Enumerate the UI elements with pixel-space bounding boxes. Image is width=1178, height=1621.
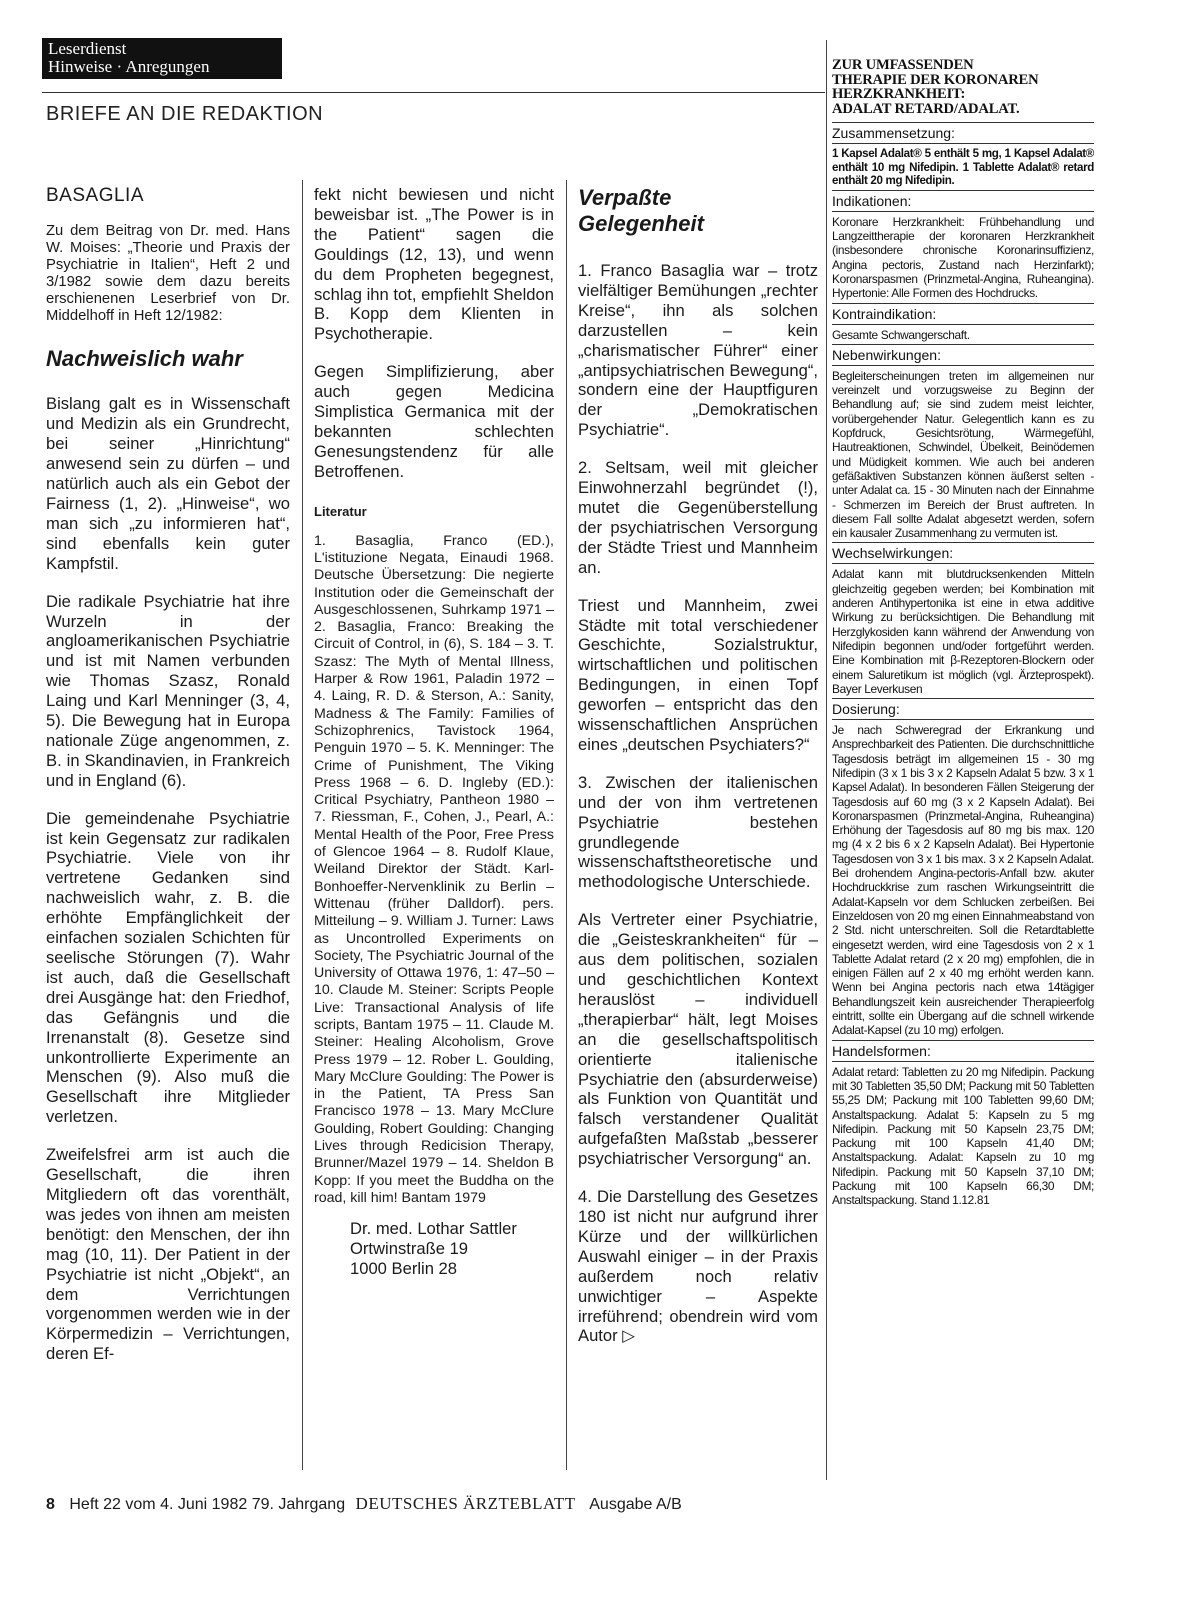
- column-divider: [302, 180, 303, 1470]
- ad-section-indications: [832, 190, 1094, 303]
- paragraph: 2. Seltsam, weil mit gleicher Einwohnerzahl begründet (!), mutet die Gegenüberstellung der psychiatrischen Versorgung der Städte Triest und Mannheim an.: [578, 458, 818, 577]
- headline-line: Verpaßte: [578, 185, 672, 210]
- letter-headline: Nachweislich wahr: [46, 346, 243, 372]
- ad-section-dosage: [832, 698, 1094, 1040]
- ad-section-heading: Indikationen:: [832, 191, 1094, 212]
- ad-section-text: Adalat retard: Tabletten zu 20 mg Nifedipin. Packung mit 30 Tabletten 35,50 DM; Packung mit 50 Tabletten 55,25 DM; Packung mit 100 Tabletten 99,60 DM; Anstaltspackung. Adalat 5: Kapseln zu 5 mg Nifedipin. Packung mit 50 Kapseln 23,75 DM; Packung mit 100 Kapseln 41,40 DM; Anstaltspackung. Adalat: Kapseln zu 10 mg Nifedipin. Packung mit 50 Kapseln 37,10 DM; Packung mit 100 Kapseln 66,30 DM; Anstaltspackung. Stand 1.12.81: [832, 1064, 1094, 1208]
- signature: [350, 1219, 554, 1279]
- signature-name: Dr. med. Lothar Sattler: [350, 1219, 517, 1239]
- page-number: 8: [46, 1496, 55, 1513]
- signature-city: 1000 Berlin 28: [350, 1259, 458, 1279]
- ad-section-heading: Dosierung:: [832, 699, 1094, 720]
- ad-section-heading: Nebenwirkungen:: [832, 345, 1094, 366]
- ad-section-side-effects: [832, 344, 1094, 543]
- paragraph: Triest und Mannheim, zwei Städte mit total verschiedener Geschichte, Sozialstruktur, wirtschaftlichen und politischen Bedingungen, in einen Topf geworfen – entspricht das den wissenschaftlichen Ansprüchen eines „deutschen Psychiaters?“: [578, 595, 818, 754]
- column-3: [578, 185, 818, 1364]
- ad-section-text: Koronare Herzkrankheit: Frühbehandlung und Langzeittherapie der koronaren Herzkrankheit (insbesondere chronische Koronarinsuffizienz, Angina pectoris, Zustand nach Herzinfarkt); Koronarspasmen (Prinzmetal-Angina, Ruheangina). Hypertonie: Alle Formen des Hochdrucks.: [832, 214, 1094, 301]
- ad-section-text: Gesamte Schwangerschaft.: [832, 327, 970, 342]
- ad-section-heading: Wechselwirkungen:: [832, 543, 1094, 564]
- section-tag: [42, 38, 282, 79]
- section-tag-line-1: Leserdienst: [48, 39, 127, 58]
- column-2: [314, 185, 554, 1279]
- header-rule: [42, 92, 825, 93]
- section-tag-line-2: Hinweise · Anregungen: [48, 57, 210, 76]
- adalat-advertisement: [832, 58, 1094, 1210]
- ad-section-text: Begleiterscheinungen treten im allgemeinen nur vereinzelt und vorzugsweise zu Beginn der Behandlung auf; sie sind zudem meist leichter, vorübergehender Natur. Gelegentlich kann es zu Kopfdruck, Gesichtsrötung, Wärmegefühl, Hautreaktionen, Schwindel, Übelkeit, Beinödemen und Müdigkeit kommen. Wie auch bei anderen gefäßaktiven Substanzen können äußerst selten - unter Adalat ca. 15 - 30 Minuten nach der Einnahme - Schmerzen im Bereich der Brust auftreten. In diesem Fall sollte Adalat abgesetzt werden, sofern ein kausaler Zusammenhang zu vermuten ist.: [832, 368, 1094, 541]
- ad-section-text: Je nach Schweregrad der Erkrankung und Ansprechbarkeit des Patienten. Die durchschnittliche Tagesdosis beträgt im allgemeinen 15 - 30 mg Nifedipin (3 x 1 bis 3 x 2 Kapseln Adalat 5 bzw. 3 x 1 Kapsel Adalat). In besonderen Fällen Steigerung der Tagesdosis auf 60 mg (3 x 2 Kapseln Adalat). Bei Koronarspasmen (Prinzmetal-Angina, Ruheangina) Erhöhung der Tagesdosis auf 80 mg bis max. 120 mg (4 x 2 bis 6 x 2 Kapseln Adalat). Bei Hypertonie Tagesdosen von 3 x 1 bis max. 3 x 2 Kapseln Adalat. Bei drohendem Angina-pectoris-Anfall bzw. akuter Hochdruckkrise zum raschen Wirkungseintritt die Adalat-Kapseln vor dem Schlucken zerbeißen. Bei Einzeldosen von 20 mg einen Einnahmeabstand von 2 Std. nicht unterschreiten. Soll die Retardtablette eingesetzt werden, wird eine Tagesdosis von 2 x 1 Tablette Adalat retard (2 x 20 mg) empfohlen, die in einigen Fällen auf 2 x 40 mg erhöht werden kann. Wenn bei Angina pectoris nach etwa 14tägiger Behandlungszeit kein ausreichender Therapieerfolg eintritt, sollte ein Übergang auf die schnell wirkende Adalat-Kapsel (zu 10 mg) erfolgen.: [832, 723, 1094, 1038]
- ad-section-text: 1 Kapsel Adalat® 5 enthält 5 mg, 1 Kapsel Adalat® enthält 10 mg Nifedipin. 1 Tablette Adalat® retard enthält 20 mg Nifedipin.: [832, 147, 1094, 188]
- paragraph: Gegen Simplifizierung, aber auch gegen Medicina Simplistica Germanica mit der bekannten schlechten Genesungstendenz für alle Betroffenen.: [314, 362, 554, 481]
- ad-section-composition: [832, 122, 1094, 190]
- ad-section-contraindication: [832, 303, 1094, 344]
- ad-title-line: THERAPIE DER KORONAREN: [832, 71, 1039, 88]
- ad-title: [832, 58, 1094, 116]
- ad-section-heading: Handelsformen:: [832, 1041, 1094, 1062]
- letter-category: BASAGLIA: [46, 185, 144, 206]
- paragraph: Als Vertreter einer Psychiatrie, die „Geisteskrankheiten“ für – aus dem politischen, sozialen und geschichtlichen Kontext herauslöst – individuell „therapierbar“ hält, legt Moises an die gesellschaftspolitisch orientierte italienische Psychiatrie den (absurderweise) als Funktion von Quantität und falsch verstandener Qualität aufgefaßten Maßstab „besserer psychiatrischer Versorgung“ an.: [578, 910, 818, 1169]
- ad-title-line: ADALAT RETARD/ADALAT.: [832, 100, 1020, 117]
- ad-section-text: Adalat kann mit blutdrucksenkenden Mitteln gleichzeitig gegeben werden; bei Kombination mit anderen Antihypertonika ist eine in etwa additive Wirkung zu berücksichtigen. Die Behandlung mit Herzglykosiden kann während der Anwendung von Nifedipin begonnen und/oder fortgeführt werden. Eine Kombination mit β-Rezeptoren-Blockern oder einem Saluretikum ist möglich (vgl. Ärzteprospekt). Bayer Leverkusen: [832, 567, 1094, 696]
- signature-street: Ortwinstraße 19: [350, 1239, 469, 1259]
- column-divider: [566, 180, 567, 1470]
- headline-line: Gelegenheit: [578, 211, 704, 236]
- ad-section-heading: Zusammensetzung:: [832, 123, 1094, 144]
- paragraph: Bislang galt es in Wissenschaft und Medizin als ein Grundrecht, bei seiner „Hinrichtung“ anwesend sein zu dürfen – und natürlich auch als ein Gebot der Fairness (1, 2). „Hinweise“, wo man sich „zu informieren hat“, sind ebenfalls kein guter Kampfstil.: [46, 394, 290, 573]
- paragraph: Zweifelsfrei arm ist auch die Gesellschaft, die ihren Mitgliedern oft das vorenthält, was jedes von ihnen am meisten benötigt: den Menschen, der ihn mag (10, 11). Der Patient in der Psychiatrie ist nicht „Objekt“, an dem Verrichtungen vorgenommen werden wie in der Körpermedizin – Verrichtungen, deren Ef-: [46, 1145, 290, 1364]
- paragraph: 3. Zwischen der italienischen und der von ihm vertretenen Psychiatrie bestehen grundlegende wissenschaftstheoretische und methodologische Unterschiede.: [578, 772, 818, 892]
- ad-section-heading: Kontraindikation:: [832, 304, 1094, 325]
- paragraph: 4. Die Darstellung des Gesetzes 180 ist nicht nur aufgrund ihrer Kürze und der willkürlichen Auswahl einiger – in der Praxis außerdem noch relativ unwichtiger – Aspekte irreführend; obendrein wird vom Autor ▷: [578, 1187, 818, 1346]
- issue-info: Heft 22 vom 4. Juni 1982 79. Jahrgang: [69, 1496, 346, 1513]
- edition-info: Ausgabe A/B: [589, 1496, 682, 1513]
- section-title: BRIEFE AN DIE REDAKTION: [46, 103, 324, 125]
- ad-title-line: ZUR UMFASSENDEN: [832, 57, 974, 73]
- column-divider: [826, 40, 827, 1480]
- ad-title-line: HERZKRANKHEIT:: [832, 86, 966, 102]
- ad-section-interactions: [832, 542, 1094, 698]
- paragraph: Die radikale Psychiatrie hat ihre Wurzeln in der angloamerikanischen Psychiatrie und ist mit Namen verbunden wie Thomas Szasz, Ronald Laing und Karl Menninger (3, 4, 5). Die Bewegung hat in Europa nationale Züge angenommen, z. B. in Skandinavien, in Frankreich und in England (6).: [46, 591, 290, 790]
- ad-section-packaging: [832, 1040, 1094, 1210]
- page-footer: [46, 1494, 826, 1514]
- literature-list: 1. Basaglia, Franco (ED.), L'istituzione Negata, Einaudi 1968. Deutsche Übersetzung: Die negierte Institution oder die Gemeinschaft der Ausgeschlossenen, Suhrkamp 1971 – 2. Basaglia, Franco: Breaking the Circuit of Control, in (6), S. 184 – 3. T. Szasz: The Myth of Mental Illness, Harper & Row 1961, Paladin 1972 – 4. Laing, R. D. & Sterson, A.: Sanity, Madness & The Family: Families of Schizophrenics, Tavistock 1964, Penguin 1970 – 5. K. Menninger: The Crime of Punishment, The Viking Press 1968 – 6. D. Ingleby (ED.): Critical Psychiatry, Pantheon 1980 – 7. Riessman, F., Cohen, J., Pearl, A.: Mental Health of the Poor, Free Press of Glencoe 1964 – 8. Rudolf Klaue, Weiland Direktor der Städt. Karl-Bonhoeffer-Nervenklinik zu Berlin – Wittenau (früher Dalldorf). pers. Mitteilung – 9. William J. Turner: Laws as Uncontrolled Experiments on Society, The Psychiatric Journal of the University of Ottawa 1976, 1: 47–50 – 10. Claude M. Steiner: Scripts People Live: Transactional Analysis of life scripts, Bantam 1975 – 11. Claude M. Steiner: Healing Alcoholism, Grove Press 1979 – 12. Rober L. Goulding, Mary McClure Goulding: The Power is in the Patient, TA Press San Francisco 1978 – 13. Mary McClure Goulding, Robert Goulding: Changing Lives through Redicision Therapy, Brunner/Mazel 1979 – 14. Sheldon B Kopp: If you meet the Buddha on the road, kill him! Bantam 1979: [314, 532, 554, 1206]
- paragraph: 1. Franco Basaglia war – trotz vielfältiger Bemühungen „rechter Kreise“, ihn als solchen darzustellen – kein „charismatischer Führer“ einer „antipsychiatrischen Bewegung“, sondern eine der Hauptfiguren der „Demokratischen Psychiatrie“.: [578, 261, 818, 440]
- journal-name: DEUTSCHES ÄRZTEBLATT: [355, 1494, 576, 1513]
- paragraph: Die gemeindenahe Psychiatrie ist kein Gegensatz zur radikalen Psychiatrie. Viele von ihr vertretene Gedanken sind nachweislich wahr, z. B. die erhöhte Empfänglichkeit der einfachen sozialen Schichten für seelische Störungen (7). Wahr ist auch, daß die Gesellschaft drei Ausgänge hat: den Friedhof, das Gefängnis und die Irrenanstalt (8). Gesetze sind unkontrollierte Experimente an Menschen (9). Also muß die Gesellschaft ihre Mitglieder verletzen.: [46, 808, 290, 1127]
- literature-heading: Literatur: [314, 503, 367, 519]
- paragraph: fekt nicht bewiesen und nicht beweisbar ist. „The Power is in the Patient“ sagen die Gouldings (12, 13), und wenn du dem Propheten begegnest, schlag ihn tot, empfiehlt Sheldon B. Kopp dem Klienten in Psychotherapie.: [314, 185, 554, 344]
- letter-intro: Zu dem Beitrag von Dr. med. Hans W. Moises: „Theorie und Praxis der Psychiatrie in Italien“, Heft 2 und 3/1982 sowie dem dazu bereits erschienenen Leserbrief von Dr. Middelhoff in Heft 12/1982:: [46, 223, 290, 324]
- letter-headline: [578, 185, 818, 237]
- column-1: [46, 185, 290, 1382]
